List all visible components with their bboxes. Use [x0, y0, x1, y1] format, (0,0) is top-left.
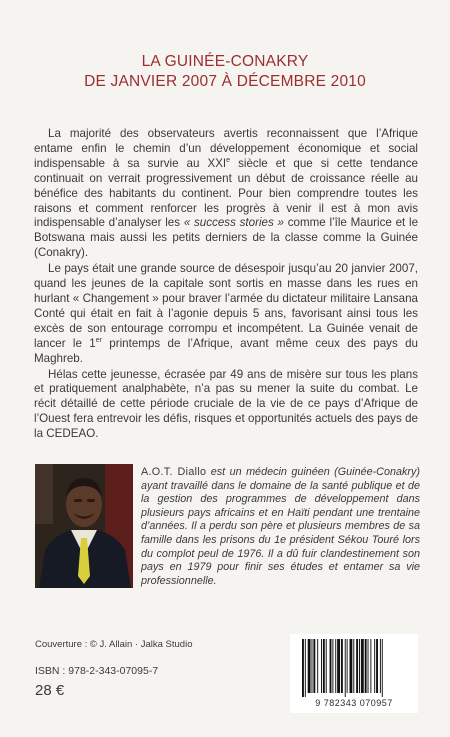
blurb-paragraph-1: La majorité des observateurs avertis reconnaissent que l’Afrique entame enfin le chemin d’un développement économique et social indispensable à sa survie au XXIe siècle et que si cette tendance continuait on verrait progressivement un début de croissance réelle au bénéfice des habitants du continent. Pour bien comprendre toutes les raisons et comment renforcer les progrès à venir il est à mon avis indispensable d’analyser les « success stories » comme l’île Maurice et le Botswana mais aussi les petits derniers de la classe comme la Guinée (Conakry). [34, 127, 419, 260]
price: 28 € [35, 682, 65, 699]
barcode-digits: 9 782343 070957 [315, 698, 393, 708]
author-bio [141, 466, 420, 588]
author-name: A.O.T. Diallo [141, 466, 207, 478]
title-line-2: DE JANVIER 2007 À DÉCEMBRE 2010 [84, 73, 366, 90]
back-cover-blurb [34, 127, 418, 442]
cover-credit: Couverture : © J. Allain · Jalka Studio [35, 639, 193, 650]
isbn: ISBN : 978-2-343-07095-7 [35, 665, 159, 677]
title-line-1: LA GUINÉE-CONAKRY [141, 53, 309, 70]
author-photo [35, 464, 133, 588]
author-bio-text: est un médecin guinéen (Guinée-Conakry) ayant travaillé dans le domaine de la santé publique et de la gestion des programmes de développement dans plusieurs pays africains et en Haïti pendant une trentaine d’années. Il a perdu son père et plusieurs membres de sa famille dans les prisons du 1e président Sékou Touré lors du complot peul de 1976. Il a dû fuir clandestinement son pays en 1979 pour finir ses études et entamer sa vie professionnelle. [141, 466, 420, 587]
blurb-paragraph-3: Hélas cette jeunesse, écrasée par 49 ans de misère sur tous les plans et pratiquement analphabète, n’a pas su mener la suite du combat. Le récit détaillé de cette période cruciale de la vie de ce pays d’Afrique de l’Ouest fera entrevoir les défis, risques et opportunités actuels des pays de la CEDEAO. [34, 367, 418, 441]
book-title [0, 52, 450, 92]
blurb-paragraph-2: Le pays était une grande source de désespoir jusqu’au 20 janvier 2007, quand les jeunes de la capitale sont sortis en masse dans les rues en hurlant « Changement » pour braver l’armée du dictateur militaire Lansana Conté qui était en fait à l’agonie depuis 5 ans, favorisant ainsi tous les excès de son entourage corrompu et incompétent. La Guinée venait de lancer le 1er printemps de l’Afrique, avant même ceux des pays du Maghreb. [34, 262, 418, 365]
barcode-bars [302, 639, 406, 697]
barcode [290, 634, 418, 713]
